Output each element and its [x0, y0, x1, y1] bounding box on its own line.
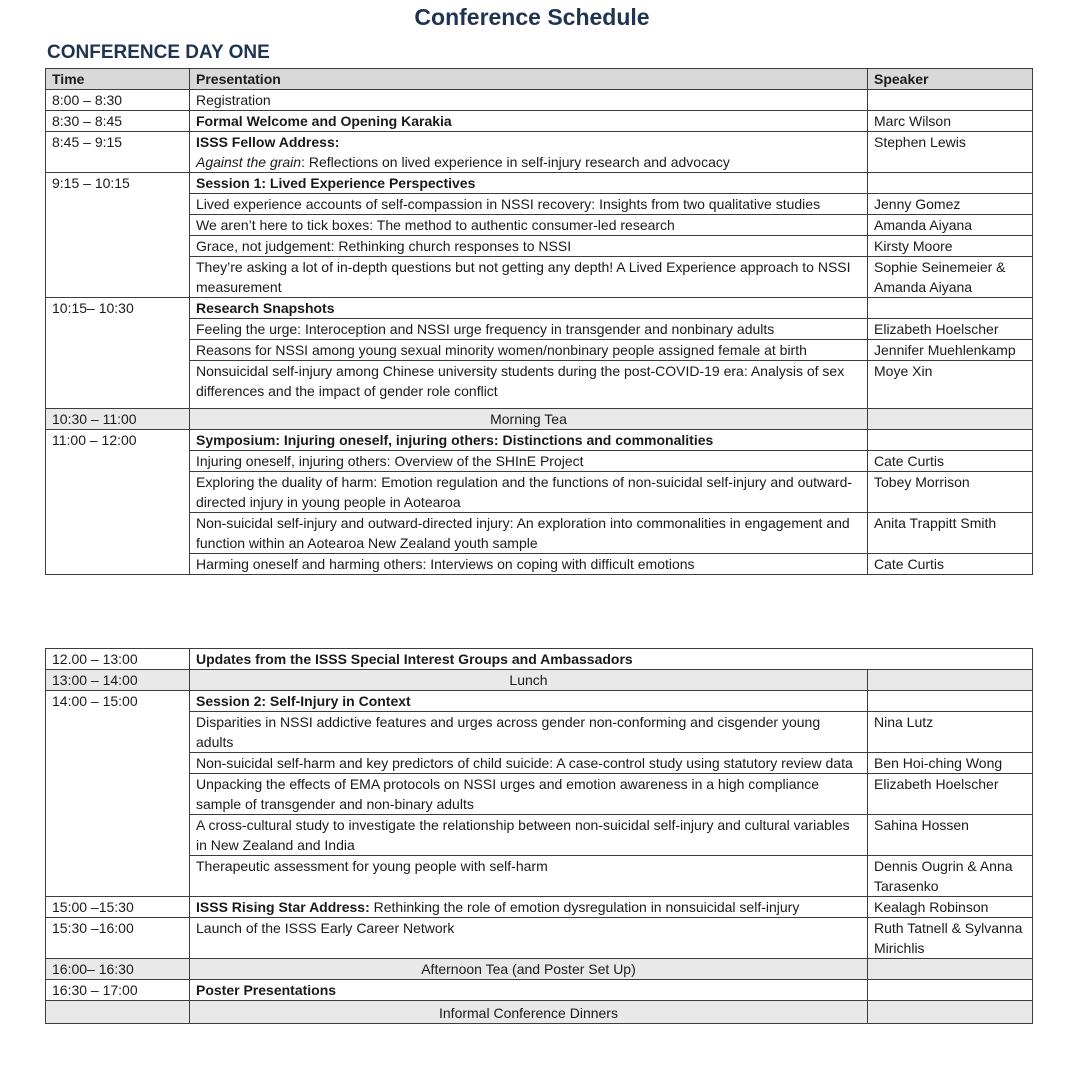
speaker-cell — [868, 298, 1033, 319]
time-cell: 10:15– 10:30 — [46, 298, 190, 319]
day-heading: CONFERENCE DAY ONE — [47, 42, 270, 63]
speaker-cell: Tobey Morrison — [868, 472, 1033, 513]
table-row — [46, 472, 1033, 513]
table-row — [46, 774, 1033, 815]
presentation-cell: Poster Presentations — [190, 980, 868, 1001]
presentation-cell: We aren’t here to tick boxes: The method to authentic consumer-led research — [190, 215, 868, 236]
presentation-cell: Injuring oneself, injuring others: Overview of the SHInE Project — [190, 451, 868, 472]
table-row — [46, 815, 1033, 856]
speaker-cell — [868, 670, 1033, 691]
table-row — [46, 236, 1033, 257]
speaker-cell: Jennifer Muehlenkamp — [868, 340, 1033, 361]
presentation-cell: Afternoon Tea (and Poster Set Up) — [190, 959, 868, 980]
table-row — [46, 298, 1033, 319]
schedule-table-morning — [45, 68, 1033, 575]
presentation-bold: ISSS Fellow Address: — [196, 134, 340, 150]
presentation-cell: Non-suicidal self-injury and outward-directed injury: An exploration into commonalities in engagement and function within an Aotearoa New Zealand youth sample — [190, 513, 868, 554]
table-row — [46, 649, 1033, 670]
presentation-cell: Unpacking the effects of EMA protocols on NSSI urges and emotion awareness in a high compliance sample of transgender and non-binary adults — [190, 774, 868, 815]
presentation-cell: Morning Tea — [190, 409, 868, 430]
speaker-cell: Nina Lutz — [868, 712, 1033, 753]
table-row-break — [46, 1001, 1033, 1024]
time-cell — [46, 361, 190, 409]
presentation-cell: Lived experience accounts of self-compassion in NSSI recovery: Insights from two qualitative studies — [190, 194, 868, 215]
time-cell — [46, 753, 190, 774]
table-row — [46, 194, 1033, 215]
table-row — [46, 918, 1033, 959]
time-cell — [46, 712, 190, 753]
presentation-cell: Session 2: Self-Injury in Context — [190, 691, 868, 712]
table-row — [46, 856, 1033, 897]
time-cell: 8:45 – 9:15 — [46, 132, 190, 173]
table-row — [46, 132, 1033, 173]
table-header-row — [46, 69, 1033, 90]
speaker-cell: Anita Trappitt Smith — [868, 513, 1033, 554]
presentation-cell: Symposium: Injuring oneself, injuring others: Distinctions and commonalities — [190, 430, 868, 451]
speaker-cell — [868, 90, 1033, 111]
header-presentation: Presentation — [190, 69, 868, 90]
time-cell — [46, 319, 190, 340]
presentation-cell: Registration — [190, 90, 868, 111]
table-row — [46, 980, 1033, 1001]
presentation-cell: Session 1: Lived Experience Perspectives — [190, 173, 868, 194]
table-row — [46, 361, 1033, 409]
time-cell: 12.00 – 13:00 — [46, 649, 190, 670]
table-row — [46, 111, 1033, 132]
speaker-cell: Kealagh Robinson — [868, 897, 1033, 918]
speaker-cell: Cate Curtis — [868, 554, 1033, 575]
header-time: Time — [46, 69, 190, 90]
table-row — [46, 257, 1033, 298]
time-cell: 10:30 – 11:00 — [46, 409, 190, 430]
time-cell — [46, 472, 190, 513]
presentation-cell: Informal Conference Dinners — [190, 1001, 868, 1024]
speaker-cell — [868, 409, 1033, 430]
table-row — [46, 173, 1033, 194]
time-cell: 16:30 – 17:00 — [46, 980, 190, 1001]
presentation-cell — [190, 897, 868, 918]
schedule-table-afternoon — [45, 648, 1033, 1024]
time-cell — [46, 513, 190, 554]
presentation-cell: Lunch — [190, 670, 868, 691]
presentation-cell: Reasons for NSSI among young sexual minority women/nonbinary people assigned female at birth — [190, 340, 868, 361]
presentation-cell: Formal Welcome and Opening Karakia — [190, 111, 868, 132]
table-row — [46, 513, 1033, 554]
presentation-cell: Harming oneself and harming others: Interviews on coping with difficult emotions — [190, 554, 868, 575]
presentation-cell: Non-suicidal self-harm and key predictors of child suicide: A case-control study using statutory review data — [190, 753, 868, 774]
presentation-cell: Exploring the duality of harm: Emotion regulation and the functions of non-suicidal self-injury and outward-directed injury in young people in Aotearoa — [190, 472, 868, 513]
table-row — [46, 340, 1033, 361]
time-cell — [46, 257, 190, 298]
time-cell — [46, 236, 190, 257]
speaker-cell: Sophie Seinemeier & Amanda Aiyana — [868, 257, 1033, 298]
presentation-cell: Updates from the ISSS Special Interest Groups and Ambassadors — [190, 649, 1033, 670]
table-row — [46, 554, 1033, 575]
speaker-cell — [868, 430, 1033, 451]
presentation-cell: Disparities in NSSI addictive features and urges across gender non-conforming and cisgender young adults — [190, 712, 868, 753]
speaker-cell — [868, 1001, 1033, 1024]
speaker-cell — [868, 959, 1033, 980]
table-row-break — [46, 409, 1033, 430]
speaker-cell: Elizabeth Hoelscher — [868, 319, 1033, 340]
time-cell: 8:30 – 8:45 — [46, 111, 190, 132]
presentation-cell: Research Snapshots — [190, 298, 868, 319]
time-cell: 13:00 – 14:00 — [46, 670, 190, 691]
table-row — [46, 753, 1033, 774]
presentation-cell: Launch of the ISSS Early Career Network — [190, 918, 868, 959]
header-speaker: Speaker — [868, 69, 1033, 90]
speaker-cell: Marc Wilson — [868, 111, 1033, 132]
speaker-cell: Kirsty Moore — [868, 236, 1033, 257]
speaker-cell: Elizabeth Hoelscher — [868, 774, 1033, 815]
time-cell — [46, 815, 190, 856]
speaker-cell: Ruth Tatnell & Sylvanna Mirichlis — [868, 918, 1033, 959]
table-row-break — [46, 670, 1033, 691]
speaker-cell — [868, 691, 1033, 712]
speaker-cell — [868, 980, 1033, 1001]
presentation-cell: Nonsuicidal self-injury among Chinese university students during the post-COVID-19 era: Analysis of sex differences and the impact of gender role conflict — [190, 361, 868, 409]
table-row — [46, 215, 1033, 236]
speaker-cell: Cate Curtis — [868, 451, 1033, 472]
speaker-cell: Jenny Gomez — [868, 194, 1033, 215]
speaker-cell — [868, 173, 1033, 194]
table-row — [46, 897, 1033, 918]
presentation-cell: A cross-cultural study to investigate the relationship between non-suicidal self-injury and cultural variables in New Zealand and India — [190, 815, 868, 856]
presentation-bold: ISSS Rising Star Address: — [196, 899, 370, 915]
time-cell — [46, 215, 190, 236]
presentation-cell: Therapeutic assessment for young people with self-harm — [190, 856, 868, 897]
time-cell — [46, 774, 190, 815]
presentation-cell: They’re asking a lot of in-depth questions but not getting any depth! A Lived Experience approach to NSSI measurement — [190, 257, 868, 298]
time-cell — [46, 856, 190, 897]
time-cell — [46, 194, 190, 215]
speaker-cell: Sahina Hossen — [868, 815, 1033, 856]
time-cell: 15:00 –15:30 — [46, 897, 190, 918]
time-cell: 16:00– 16:30 — [46, 959, 190, 980]
time-cell: 14:00 – 15:00 — [46, 691, 190, 712]
table-row — [46, 691, 1033, 712]
speaker-cell: Moye Xin — [868, 361, 1033, 409]
presentation-rest: Rethinking the role of emotion dysregulation in nonsuicidal self-injury — [369, 899, 800, 915]
table-row — [46, 430, 1033, 451]
time-cell: 11:00 – 12:00 — [46, 430, 190, 451]
speaker-cell: Stephen Lewis — [868, 132, 1033, 173]
table-row — [46, 451, 1033, 472]
time-cell — [46, 554, 190, 575]
time-cell — [46, 451, 190, 472]
table-row — [46, 90, 1033, 111]
speaker-cell: Dennis Ougrin & Anna Tarasenko — [868, 856, 1033, 897]
presentation-rest: : Reflections on lived experience in self-injury research and advocacy — [301, 154, 730, 170]
table-row-break — [46, 959, 1033, 980]
speaker-cell: Ben Hoi-ching Wong — [868, 753, 1033, 774]
table-row — [46, 319, 1033, 340]
time-cell — [46, 340, 190, 361]
table-row — [46, 712, 1033, 753]
page-title: Conference Schedule — [414, 4, 650, 30]
speaker-cell: Amanda Aiyana — [868, 215, 1033, 236]
presentation-cell — [190, 132, 868, 173]
presentation-italic: Against the grain — [196, 154, 302, 170]
time-cell — [46, 1001, 190, 1024]
time-cell: 8:00 – 8:30 — [46, 90, 190, 111]
time-cell: 9:15 – 10:15 — [46, 173, 190, 194]
time-cell: 15:30 –16:00 — [46, 918, 190, 959]
presentation-cell: Feeling the urge: Interoception and NSSI urge frequency in transgender and nonbinary adults — [190, 319, 868, 340]
presentation-cell: Grace, not judgement: Rethinking church responses to NSSI — [190, 236, 868, 257]
